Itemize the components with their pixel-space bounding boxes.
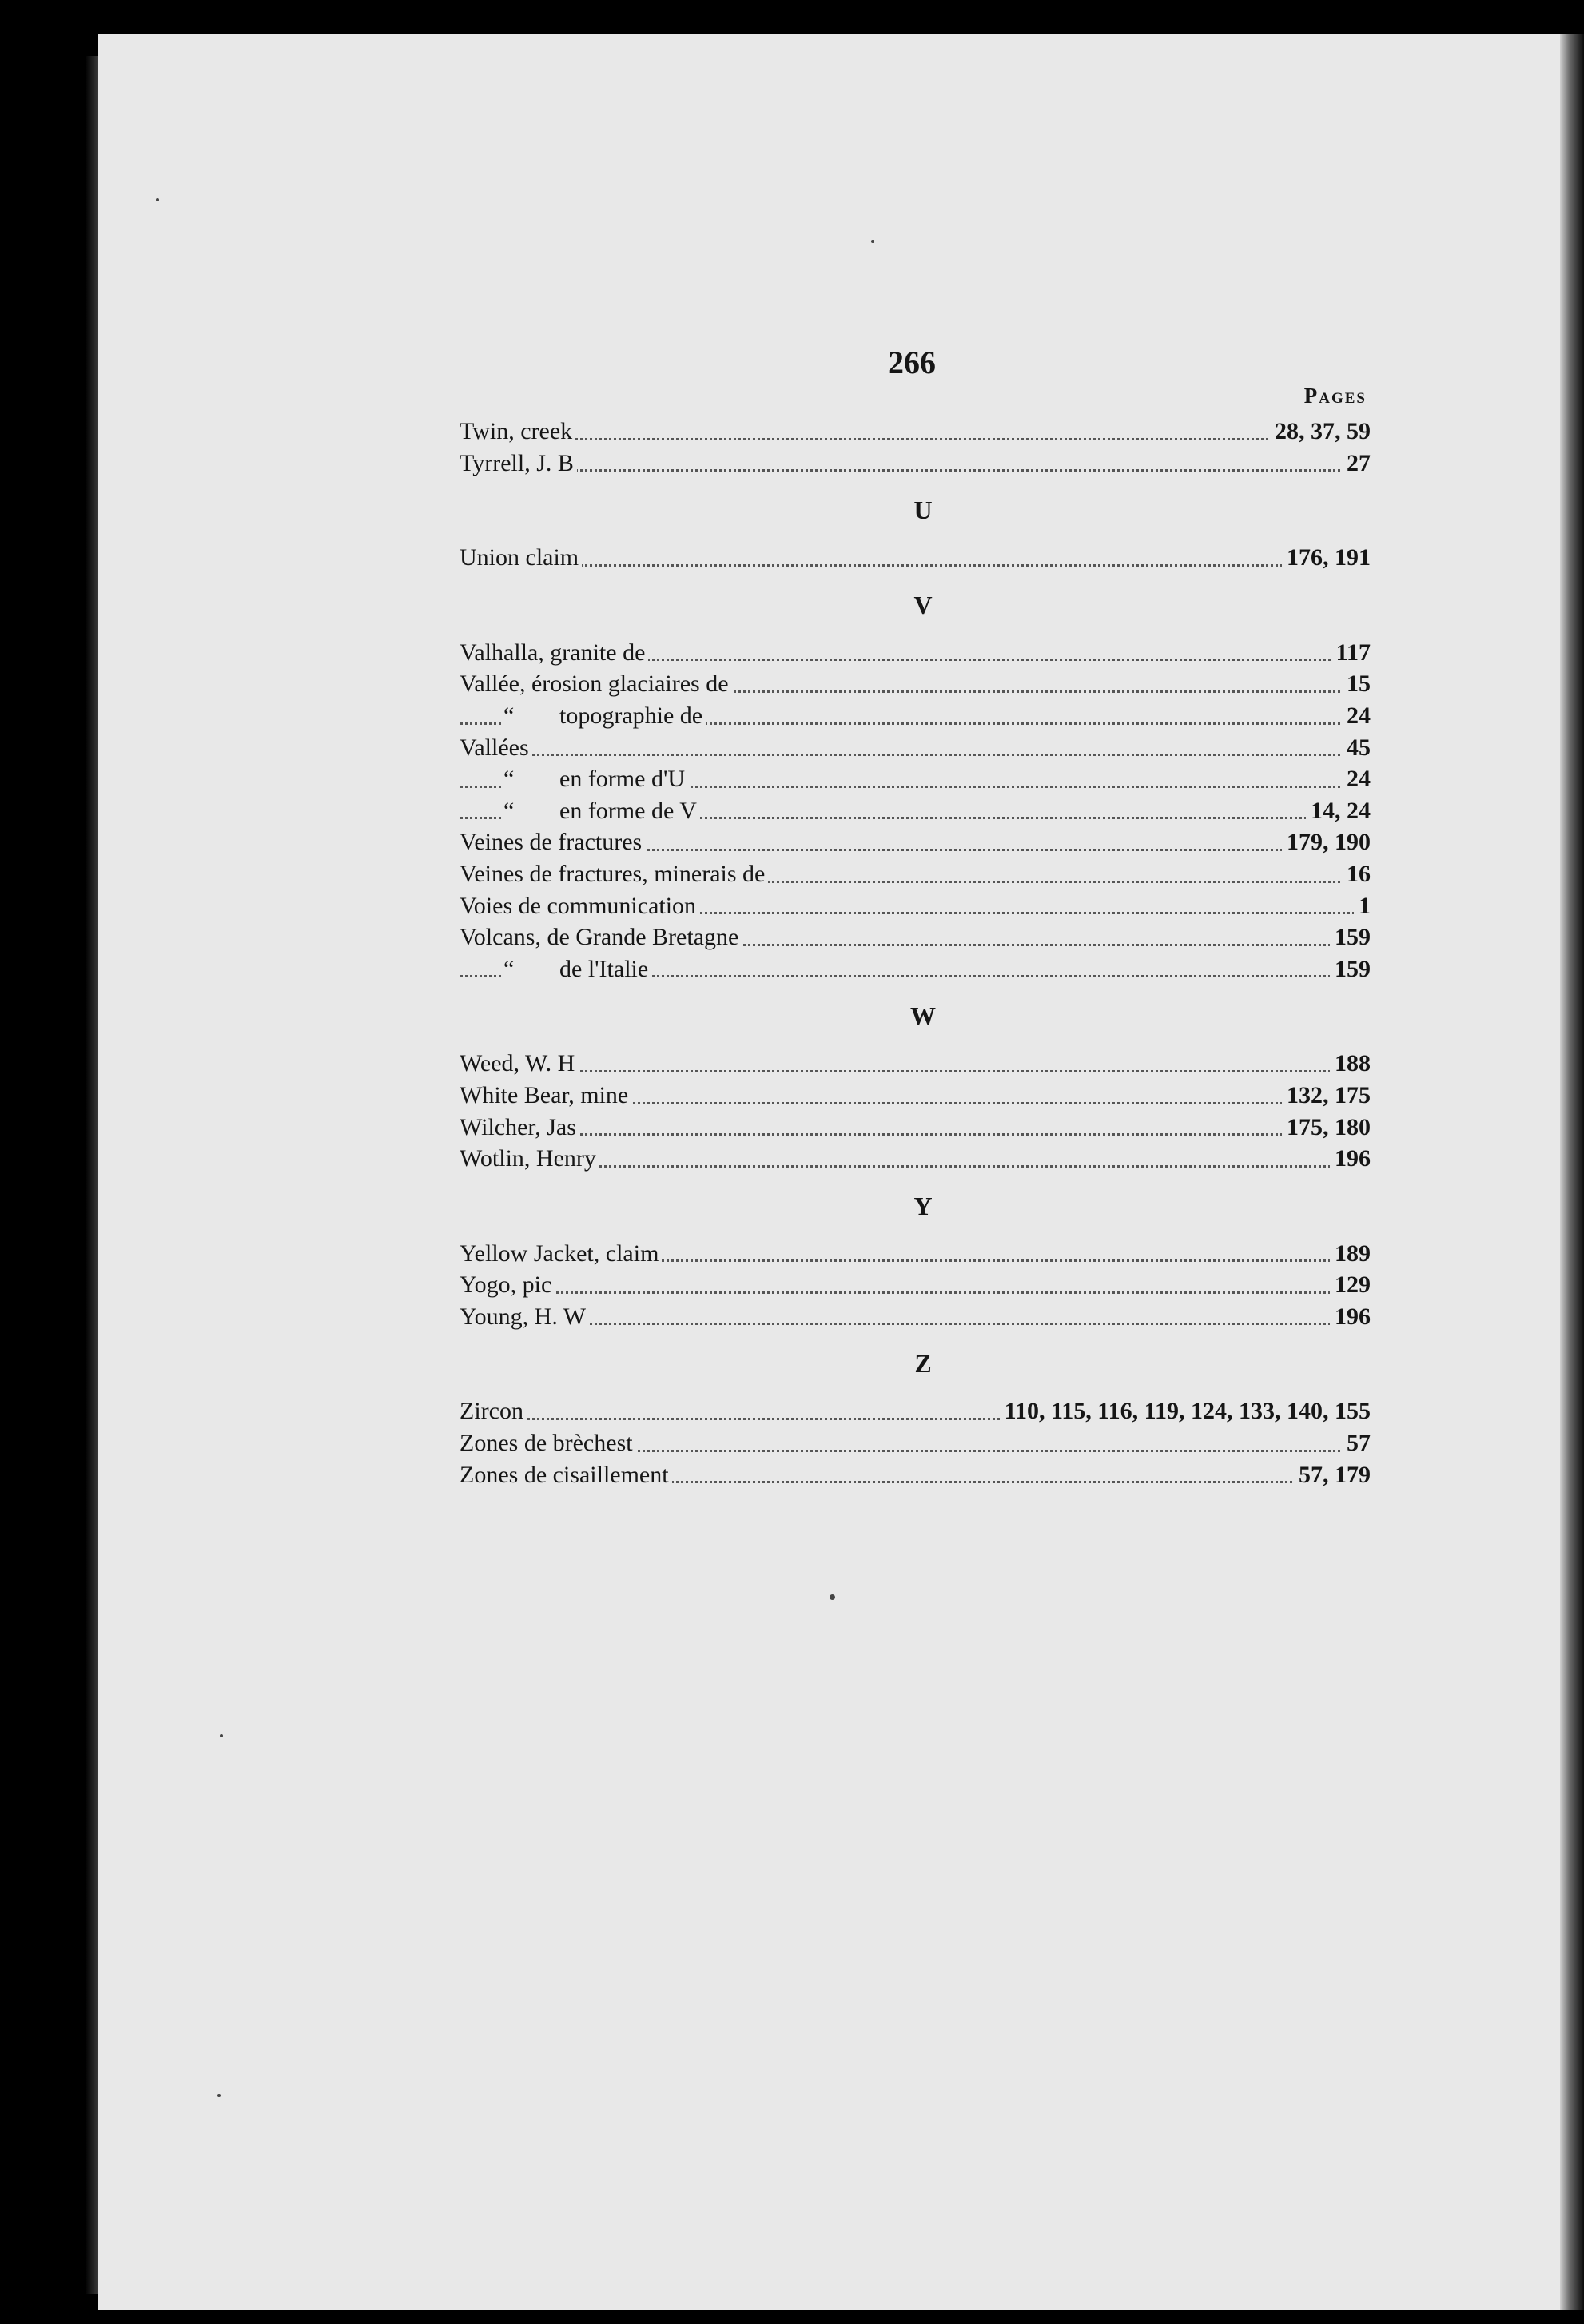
dot-leader: [460, 469, 1371, 472]
section-letter: Y: [913, 1191, 933, 1220]
index-entry: [460, 416, 1371, 448]
entry-term-text: Veines de fractures: [460, 829, 643, 856]
ditto-mark: “: [503, 766, 515, 793]
index-entry: [460, 1048, 1371, 1080]
entry-term-text: en forme de V: [559, 797, 697, 824]
dot-leader: [460, 1291, 1371, 1294]
dot-leader: [460, 1133, 1371, 1136]
index-entry: [460, 448, 1371, 480]
index-entry: [460, 1143, 1371, 1175]
entry-term-text: Wilcher, Jas: [460, 1113, 576, 1140]
entry-pages: 57: [1342, 1427, 1371, 1459]
entry-term: [460, 1238, 662, 1270]
entry-term: [503, 700, 706, 732]
section-letter: V: [913, 590, 933, 619]
entry-term: [460, 858, 768, 890]
index-entry: [460, 732, 1371, 764]
section-letter: Z: [914, 1349, 932, 1379]
entry-term: [460, 732, 532, 764]
entry-term-text: Yogo, pic: [460, 1271, 552, 1299]
entry-pages: 129: [1330, 1269, 1371, 1301]
ditto-mark: “: [503, 955, 515, 982]
entry-pages: 189: [1330, 1238, 1371, 1270]
entry-term: [460, 826, 645, 858]
entry-term: [460, 668, 732, 700]
entry-term: [460, 1112, 579, 1144]
scan-speck: [830, 1594, 835, 1600]
entry-term-text: Vallée, érosion glaciaires de: [460, 671, 729, 698]
index-entry: [460, 1080, 1371, 1112]
entry-pages: 14, 24: [1306, 795, 1371, 827]
index-entry: [460, 637, 1371, 669]
entry-term-text: White Bear, mine: [460, 1081, 629, 1108]
dot-leader: [460, 564, 1371, 567]
entry-term: [460, 1459, 672, 1491]
ditto-mark: “: [503, 702, 515, 729]
entry-term: [460, 1048, 578, 1080]
entry-term: [460, 448, 577, 480]
entry-term: [460, 416, 575, 448]
entry-pages: 28, 37, 59: [1270, 416, 1371, 448]
entry-term-text: Weed, W. H: [460, 1050, 575, 1077]
index-entry: [460, 1395, 1371, 1427]
entry-term-text: Young, H. W: [460, 1303, 587, 1330]
entry-term-text: Zones de brèchest: [460, 1430, 633, 1457]
entry-pages: 1: [1354, 890, 1371, 922]
entry-pages: 176, 191: [1282, 542, 1371, 574]
entry-term-text: Veines de fractures, minerais de: [460, 860, 766, 887]
entry-term-text: Twin, creek: [460, 418, 573, 444]
dot-leader: [460, 1323, 1371, 1325]
entry-pages: 179, 190: [1282, 826, 1371, 858]
entry-pages: 117: [1331, 637, 1371, 669]
dot-leader: [460, 754, 1371, 756]
entry-pages: 15: [1342, 668, 1371, 700]
entry-term: [460, 1395, 527, 1427]
entry-term-text: Volcans, de Grande Bretagne: [460, 924, 739, 951]
index-entry: [460, 858, 1371, 890]
entry-pages: 159: [1330, 953, 1371, 985]
entry-term-text: Valhalla, granite de: [460, 639, 646, 666]
index-entry: [460, 542, 1371, 574]
entry-pages: 132, 175: [1282, 1080, 1371, 1112]
entry-term: [503, 763, 688, 795]
entry-pages: 45: [1342, 732, 1371, 764]
entry-term: [460, 921, 742, 953]
entry-term: [460, 1143, 599, 1175]
entry-term-text: Wotlin, Henry: [460, 1145, 596, 1172]
index-entry: [460, 700, 1371, 732]
scan-speck: [871, 240, 874, 243]
index-entry: [460, 1112, 1371, 1144]
index-entry: [460, 763, 1371, 795]
entry-term-text: en forme d'U: [559, 766, 686, 793]
index-entry: [460, 795, 1371, 827]
entry-term-text: de l'Italie: [559, 955, 649, 982]
entry-term: [503, 795, 700, 827]
index-entry: [460, 1238, 1371, 1270]
index-entry: [460, 668, 1371, 700]
entry-term: [460, 1269, 555, 1301]
entry-term: [460, 890, 699, 922]
entry-pages: 196: [1330, 1143, 1371, 1175]
entry-pages: 110, 115, 116, 119, 124, 133, 140, 155: [1000, 1395, 1371, 1427]
entry-term-text: Voies de communication: [460, 892, 697, 919]
scan-speck: [156, 198, 159, 201]
index-list: [460, 416, 1371, 1490]
entry-pages: 24: [1342, 763, 1371, 795]
scan-speck: [220, 1734, 223, 1737]
index-entry: [460, 1427, 1371, 1459]
entry-pages: 16: [1342, 858, 1371, 890]
index-entry: [460, 953, 1371, 985]
dot-leader: [460, 1070, 1371, 1072]
dot-leader: [460, 438, 1371, 440]
entry-term: [460, 1080, 631, 1112]
index-entry: [460, 1269, 1371, 1301]
scan-right-edge: [1560, 34, 1584, 2310]
section-letter: U: [913, 495, 933, 525]
entry-pages: 27: [1342, 448, 1371, 480]
entry-term-text: Yellow Jacket, claim: [460, 1240, 659, 1267]
index-entry: [460, 890, 1371, 922]
entry-term-text: Union claim: [460, 544, 579, 571]
entry-pages: 175, 180: [1282, 1112, 1371, 1144]
entry-pages: 159: [1330, 921, 1371, 953]
entry-term-text: topographie de: [559, 702, 703, 729]
pages-column-heading: Pages: [1303, 384, 1367, 408]
entry-term-text: Tyrrell, J. B: [460, 449, 574, 476]
page-number: 266: [888, 344, 936, 380]
entry-term: [460, 1427, 636, 1459]
entry-pages: 57, 179: [1294, 1459, 1371, 1491]
index-entry: [460, 1459, 1371, 1491]
entry-pages: 188: [1330, 1048, 1371, 1080]
entry-term-text: Zones de cisaillement: [460, 1461, 669, 1488]
index-entry: [460, 1301, 1371, 1333]
entry-term-text: Vallées: [460, 734, 529, 761]
entry-term-text: Zircon: [460, 1398, 523, 1425]
entry-term: [460, 1301, 589, 1333]
section-letter: W: [910, 1001, 936, 1031]
entry-pages: 196: [1330, 1301, 1371, 1333]
entry-pages: 24: [1342, 700, 1371, 732]
index-entry: [460, 826, 1371, 858]
entry-term: [503, 953, 651, 985]
index-entry: [460, 921, 1371, 953]
ditto-mark: “: [503, 797, 515, 824]
entry-term: [460, 637, 648, 669]
entry-term: [460, 542, 582, 574]
scan-speck: [217, 2094, 221, 2097]
